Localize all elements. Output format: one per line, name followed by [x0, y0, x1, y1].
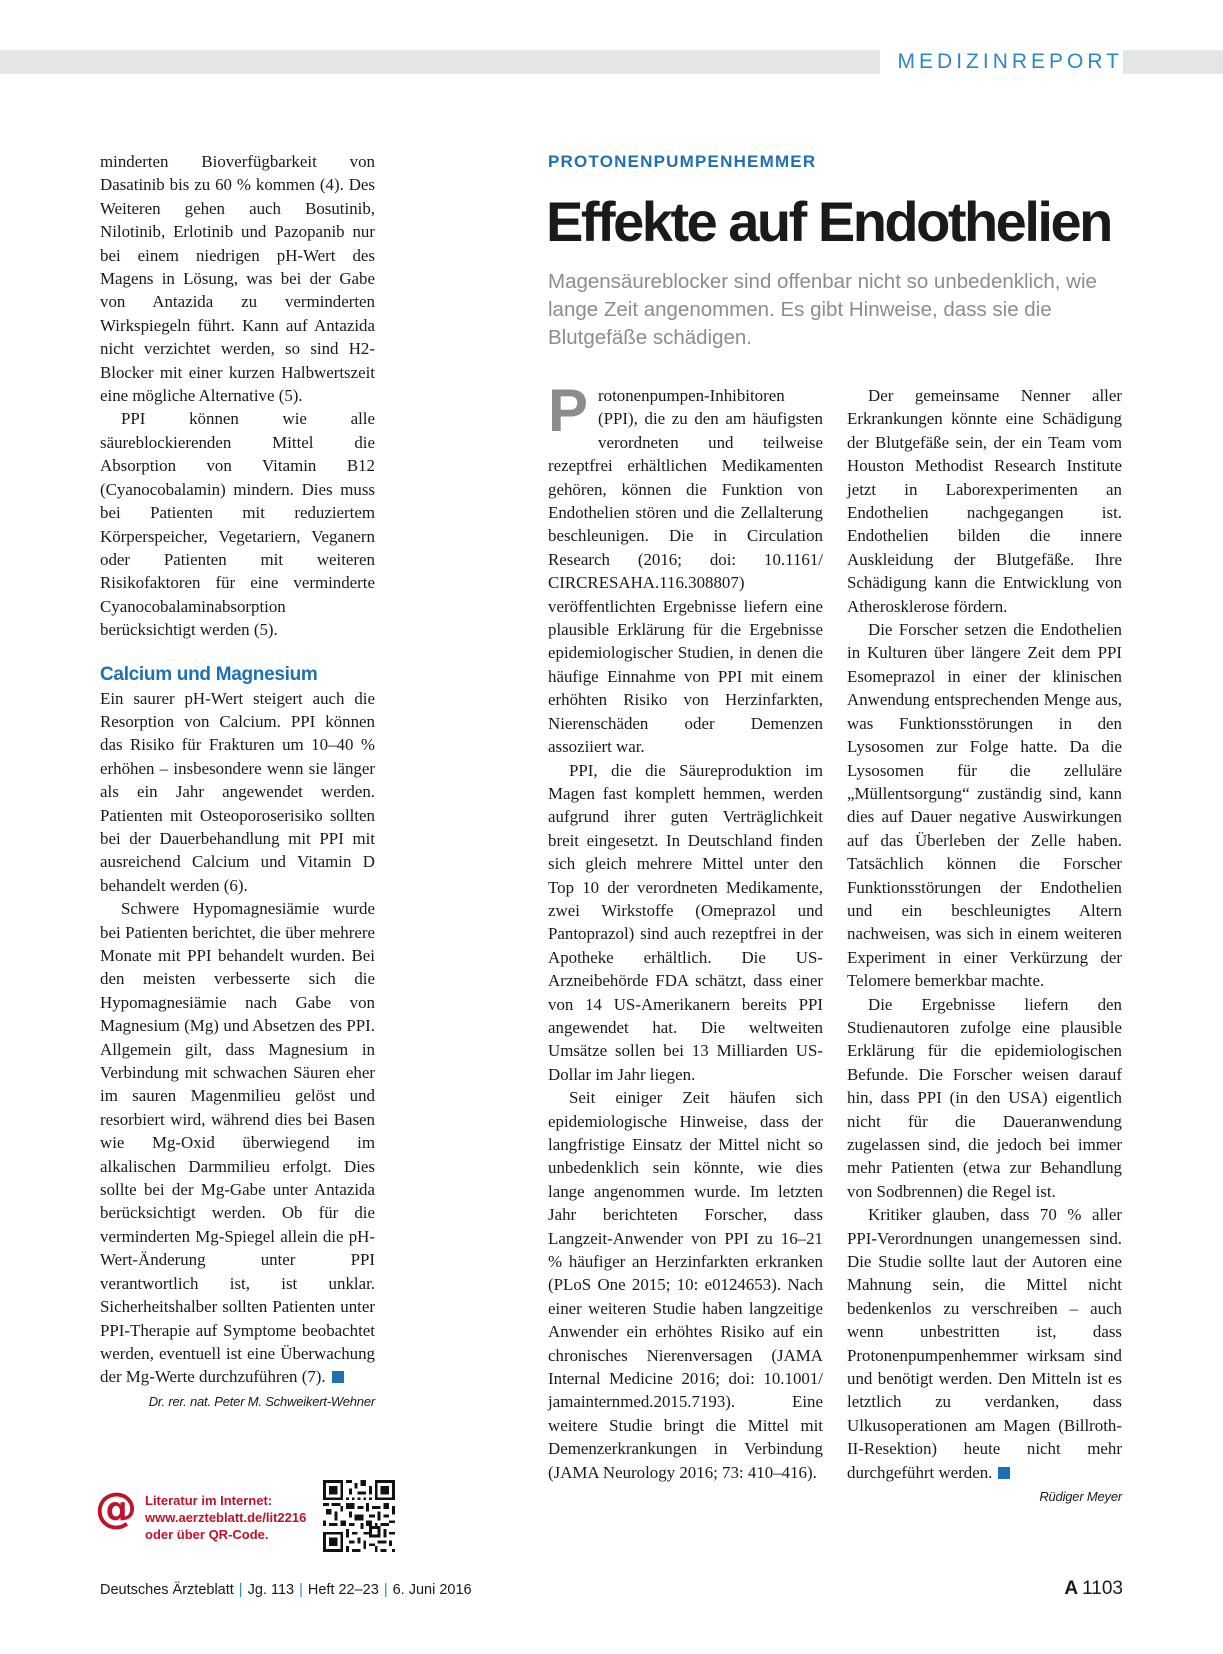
issue: Heft 22–23 [307, 1582, 379, 1598]
page-number [1064, 1578, 1123, 1600]
paragraph: Der gemeinsame Nenner aller Erkrankungen könnte eine Schädigung der Blutgefäße sein, der ein Team vom Houston Methodist Research Institute jetzt in Laborexperimenten an Endothelien nachgegangen ist. Endothelien bilden die innere Auskleidung der Blutgefäße. Ihre Schädigung kann die Entwicklung von Atherosklerose fördern. [847, 386, 1122, 616]
paragraph [100, 897, 375, 1389]
end-mark [332, 1371, 344, 1383]
paragraph-text: Kritiker glauben, dass 70 % aller PPI-Verordnungen unangemessen sind. Die Studie sollte laut der Autoren eine Mahnung sein, die Mittel nicht bedenkenlos zu verschreiben – auch wenn unbestritten ist, dass Protonenpumpenhemmer wirksam sind und benötigt werden. Den Mitteln ist es letztlich zu verdanken, dass Ulkusoperationen am Magen (Billroth-II-Resektion) heute nicht mehr durchgeführt werden. [847, 1205, 1122, 1482]
article-title: Effekte auf Endothelien [546, 190, 1111, 253]
drop-cap: P [548, 377, 589, 444]
journal-name: Deutsches Ärzteblatt [100, 1582, 234, 1598]
paragraph: PPI, die die Säureproduktion im Magen fast komplett hemmen, werden aufgrund ihrer guten Verträglichkeit breit eingesetzt. In Deutschland finden sich gleich mehrere Mittel unter den Top 10 der verordneten Medikamente, zwei Wirkstoffe (Omeprazol und Pantoprazol) sind auch rezeptfrei in der Apotheke erhältlich. Die US-Arzneibehörde FDA schätzt, dass einer von 14 US-Amerikanern bereits PPI angewendet hat. Die weltweiten Umsätze sollen bei 13 Milliarden US-Dollar im Jahr liegen. [548, 760, 823, 1084]
paragraph-text: Schwere Hypomagnesiämie wurde bei Patienten berichtet, die über mehrere Monate mit PPI behandelt wurden. Bei den meisten verbesserte sich die Hypomagnesiämie nach Gabe von Magnesium (Mg) und Absetzen des PPI. Allgemein gilt, dass Magnesium in Verbindung mit schwachen Säuren eher im sauren Magenmilieu gelöst und resorbiert wird, während dies bei Basen wie Mg-Oxid überwiegend im alkalischen Darmmilieu erfolgt. Dies sollte bei der Mg-Gabe unter Antazida berücksichtigt werden. Ob für die verminderten Mg-Spiegel allein die pH-Wert-Änderung unter PPI verantwortlich ist, ist unklar. Sicherheitshalber sollten Patienten unter PPI-Therapie auf Symptome beobachtet werden, eventuell ist eine Überwachung der Mg-Werte durchzuführen (7). [100, 899, 375, 1387]
left-column [100, 150, 375, 1411]
lead-paragraph [548, 377, 823, 759]
subheading: Calcium und Magnesium [100, 663, 318, 685]
paragraph: Die Forscher setzen die Endothelien in Kulturen über längere Zeit dem PPI Esomeprazol in einer der klinischen Anwendung entsprechenden Menge aus, was Funktionsstörungen in den Lysosomen zur Folge hatte. Da die Lysosomen für die zelluläre „Müllentsorgung“ zuständig sind, kann dies auf Dauer negative Auswirkungen auf das Überleben der Zelle haben. Tatsächlich können die Forscher Funktionsstörungen der Endothelien und ein beschleunigtes Altern nachweisen, was sich in einem weiteren Experiment in einer Verkürzung der Telomere bemerkbar machte. [847, 620, 1122, 991]
qr-code[interactable] [323, 1480, 395, 1552]
paragraph: PPI können wie alle säureblockierenden Mittel die Absorption von Vitamin B12 (Cyanocobalamin) mindern. Dies muss bei Patienten mit reduziertem Körperspeicher, Vegetariern, Veganern oder Patienten mit weiteren Risikofaktoren für eine verminderte Cyanocobalaminabsorption berücksichtigt werden (5). [100, 409, 375, 640]
at-icon: @ [95, 1483, 137, 1532]
literature-line: oder über QR-Code. [145, 1527, 269, 1542]
volume: Jg. 113 [247, 1582, 295, 1598]
article-teaser: Magensäureblocker sind offenbar nicht so unbedenklich, wie lange Zeit angenommen. Es gibt Hinweise, dass sie die Blutgefäße schädigen. [548, 270, 1097, 349]
literature-link[interactable]: www.aerzteblatt.de/lit2216 [145, 1510, 307, 1525]
article-byline: Rüdiger Meyer [1039, 1489, 1122, 1505]
article-kicker: PROTONENPUMPENHEMMER [548, 152, 817, 171]
literature-box [95, 1480, 405, 1560]
paragraph: Die Ergebnisse liefern den Studienautoren zufolge eine plausible Erklärung für die epidemiologischen Befunde. Die Forscher weisen darauf hin, dass PPI (in den USA) eigentlich nicht für die Daueranwendung zugelassen sind, die jedoch bei immer mehr Patienten (etwa zur Behandlung von Sodbrennen) die Regel ist. [847, 994, 1122, 1201]
literature-text [145, 1492, 306, 1543]
right-column [847, 384, 1122, 1506]
separator: | [238, 1582, 243, 1598]
date: 6. Juni 2016 [392, 1582, 472, 1598]
page-number-value: 1103 [1082, 1578, 1123, 1599]
author-byline: Dr. rer. nat. Peter M. Schweikert-Wehner [148, 1393, 375, 1409]
middle-column [548, 377, 823, 1484]
paragraph: minderten Bioverfügbarkeit von Dasatinib bis zu 60 % kommen (4). Des Weiteren gehen auch Bosutinib, Nilotinib, Erlotinib und Pazopanib nur bei einem niedrigen pH-Wert des Magens in Lösung, was bei der Gabe von Antazida zu verminderten Wirkspiegeln führt. Kann auf Antazida nicht verzichtet werden, so sind H2-Blocker mit einer kurzen Halbwertszeit eine mögliche Alternative (5). [100, 152, 375, 406]
section-label: MEDIZINREPORT [880, 49, 1123, 75]
paragraph: Ein saurer pH-Wert steigert auch die Resorption von Calcium. PPI können das Risiko für Frakturen um 10–40 % erhöhen – insbesondere wenn sie länger als ein Jahr angewendet werden. Patienten mit Osteoporoserisiko sollten bei der Dauerbehandlung mit PPI mit ausreichend Calcium und Vitamin D behandelt werden (6). [100, 688, 375, 895]
paragraph [847, 1203, 1122, 1484]
paragraph: Seit einiger Zeit häufen sich epidemiologische Hinweise, dass der langfristige Einsatz der Mittel nicht so unbedenklich sein könnte, wie dies lange angenommen wurde. Im letzten Jahr berichteten Forscher, dass Langzeit-Anwender von PPI zu 16–21 % häufiger an Herzinfarkten erkranken (PLoS One 2015; 10: e0124653). Nach einer weiteren Studie haben langzeitige Anwender ein erhöhtes Risiko auf ein chronisches Nierenversagen (JAMA Internal Medicine 2016; doi: 10.1001/ jamainternmed.2015.7193). Eine weitere Studie bringt die Mittel mit Demenzerkrankungen in Verbindung (JAMA Neurology 2016; 73: 410–416). [548, 1088, 823, 1482]
footer-citation [100, 1582, 472, 1598]
end-mark [998, 1467, 1010, 1479]
separator: | [299, 1582, 303, 1598]
separator: | [383, 1582, 388, 1598]
page-prefix: A [1064, 1578, 1079, 1599]
lead-text: rotonenpumpen-Inhibitoren (PPI), die zu den am häufigsten verordneten und teilweise rezeptfrei erhältlichen Medikamenten gehören, können die Funktion von Endothelien stören und die Zellalterung beschleunigen. Die in Circulation Research (2016; doi: 10.1161/ CIRCRESAHA.116.308807) veröffentlichten Ergebnisse liefern eine plausible Erklärung für die Ergebnisse epidemiologischer Studien, in denen die häufige Einnahme von PPI mit einem erhöhten Risiko von Herzinfarkten, Nierenschäden oder Demenzen assoziiert war. [548, 386, 823, 757]
literature-line: Literatur im Internet: [145, 1493, 273, 1508]
